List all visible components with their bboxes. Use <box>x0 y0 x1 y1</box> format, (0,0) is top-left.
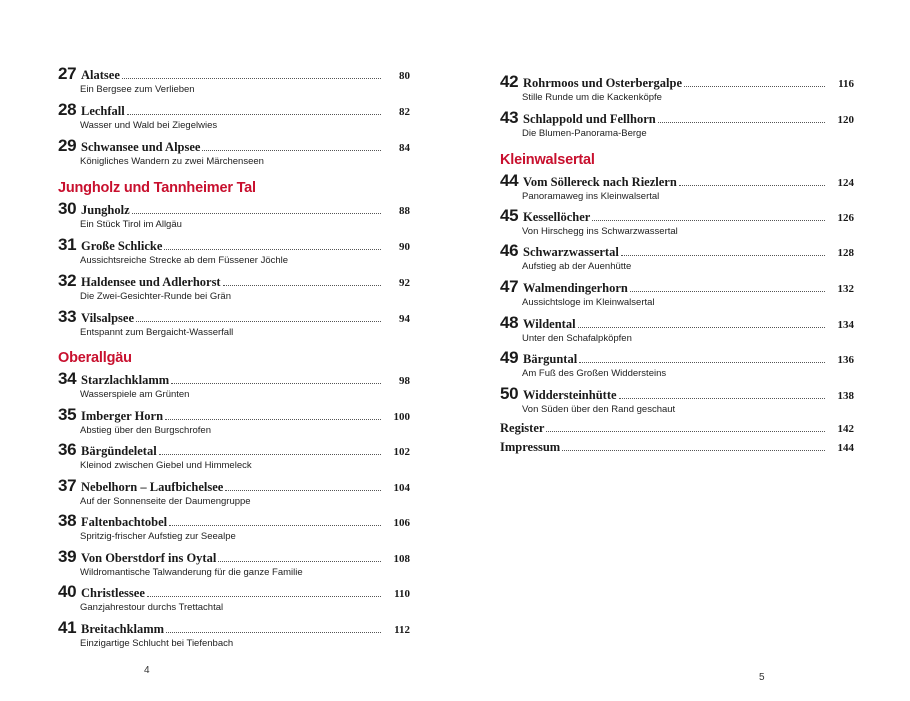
tour-number: 27 <box>58 64 77 83</box>
tour-number: 41 <box>58 618 77 637</box>
page-number: 132 <box>837 283 854 295</box>
tour-subtitle: Unter den Schafalpköpfen <box>522 333 632 344</box>
tour-subtitle: Auf der Sonnenseite der Daumengruppe <box>80 496 251 507</box>
toc-entry-38[interactable] <box>58 511 410 542</box>
tour-title: Faltenbachtobel <box>81 515 168 529</box>
tour-title: Schwansee und Alpsee <box>81 140 201 154</box>
page-number: 82 <box>399 106 410 118</box>
toc-entry-30[interactable] <box>58 199 410 230</box>
tour-title: Von Oberstdorf ins Oytal <box>81 551 217 565</box>
toc-entry-29[interactable] <box>58 136 410 167</box>
tour-number: 47 <box>500 277 519 296</box>
page-number: 120 <box>837 114 854 126</box>
tour-subtitle: Einzigartige Schlucht bei Tiefenbach <box>80 638 234 649</box>
page-number: 84 <box>399 142 410 154</box>
tour-number: 38 <box>58 511 77 530</box>
leader-dots <box>546 430 825 432</box>
tour-title: Schwarzwassertal <box>523 245 619 259</box>
tour-title: Nebelhorn – Laufbichelsee <box>81 480 224 494</box>
tour-title: Haldensee und Adlerhorst <box>81 275 221 289</box>
toc-entry-41[interactable] <box>58 618 410 649</box>
leader-dots <box>164 248 381 250</box>
section-heading-jungholz: Jungholz und Tannheimer Tal <box>58 180 256 196</box>
tour-subtitle: Wasserspiele am Grünten <box>80 389 190 400</box>
section-heading-kleinwalsertal: Kleinwalsertal <box>500 152 595 168</box>
leader-dots <box>578 326 825 328</box>
toc-entry-47[interactable] <box>500 277 854 308</box>
tour-number: 42 <box>500 72 519 91</box>
toc-entry-27[interactable] <box>58 64 410 95</box>
page-number: 90 <box>399 241 410 253</box>
tour-subtitle: Aussichtsloge im Kleinwalsertal <box>522 297 655 308</box>
tour-number: 44 <box>500 171 519 190</box>
tour-title: Wildental <box>523 317 576 331</box>
tour-title: Schlappold und Fellhorn <box>523 112 656 126</box>
tour-number: 50 <box>500 384 519 403</box>
tour-subtitle: Ganzjahrestour durchs Trettachtal <box>80 602 224 613</box>
tour-subtitle: Aussichtsreiche Strecke ab dem Füssener Jöchle <box>80 255 289 266</box>
tour-subtitle: Ein Stück Tirol im Allgäu <box>80 219 182 230</box>
leader-dots <box>218 560 381 562</box>
tour-subtitle: Von Hirschegg ins Schwarzwassertal <box>522 226 678 237</box>
tour-number: 37 <box>58 476 77 495</box>
toc-entry-40[interactable] <box>58 582 410 613</box>
tour-number: 30 <box>58 199 77 218</box>
tour-title: Bärguntal <box>523 352 578 366</box>
toc-entry-35[interactable] <box>58 405 410 436</box>
tour-title: Christlessee <box>81 586 145 600</box>
tour-subtitle: Wildromantische Talwanderung für die ganze Familie <box>80 567 303 578</box>
leader-dots <box>202 149 381 151</box>
toc-entry-28[interactable] <box>58 100 410 131</box>
page-number: 106 <box>393 517 410 529</box>
leader-dots <box>658 121 825 123</box>
leader-dots <box>122 77 381 79</box>
tour-number: 46 <box>500 241 519 260</box>
page-number: 124 <box>837 177 854 189</box>
tour-subtitle: Abstieg über den Burgschrofen <box>80 425 211 436</box>
leader-dots <box>592 219 825 221</box>
tour-title: Widdersteinhütte <box>523 388 617 402</box>
tour-title: Kessellöcher <box>523 210 591 224</box>
page-number: 142 <box>837 423 854 435</box>
tour-number: 49 <box>500 348 519 367</box>
tour-number: 31 <box>58 235 77 254</box>
leader-dots <box>225 489 381 491</box>
page-number: 108 <box>393 553 410 565</box>
tour-title: Imberger Horn <box>81 409 164 423</box>
page-number: 126 <box>837 212 854 224</box>
tour-subtitle: Wasser und Wald bei Ziegelwies <box>80 120 218 131</box>
leader-dots <box>132 212 381 214</box>
toc-entry-46[interactable] <box>500 241 854 272</box>
toc-entry-impressum[interactable] <box>500 440 854 460</box>
toc-entry-44[interactable] <box>500 171 854 202</box>
toc-entry-31[interactable] <box>58 235 410 266</box>
tour-title: Bärgündeletal <box>81 444 157 458</box>
tour-title: Rohrmoos und Osterbergalpe <box>523 76 683 90</box>
leader-dots <box>169 524 381 526</box>
page-number: 80 <box>399 70 410 82</box>
tour-subtitle: Die Zwei-Gesichter-Runde bei Grän <box>80 291 232 302</box>
tour-subtitle: Ein Bergsee zum Verlieben <box>80 84 195 95</box>
tour-title: Große Schlicke <box>81 239 163 253</box>
toc-entry-37[interactable] <box>58 476 410 507</box>
tour-subtitle: Königliches Wandern zu zwei Märchenseen <box>80 156 264 167</box>
page-number: 92 <box>399 277 410 289</box>
page-number: 112 <box>394 624 410 636</box>
section-heading-oberallgaeu: Oberallgäu <box>58 350 132 366</box>
leader-dots <box>621 254 825 256</box>
toc-entry-36[interactable] <box>58 440 410 471</box>
tour-number: 33 <box>58 307 77 326</box>
leader-dots <box>579 361 825 363</box>
tour-number: 39 <box>58 547 77 566</box>
tour-subtitle: Die Blumen-Panorama-Berge <box>522 128 647 139</box>
toc-entry-register[interactable] <box>500 421 854 441</box>
tour-number: 45 <box>500 206 519 225</box>
toc-entry-43[interactable] <box>500 108 854 139</box>
tour-number: 43 <box>500 108 519 127</box>
toc-entry-34[interactable] <box>58 369 410 400</box>
tour-subtitle: Panoramaweg ins Kleinwalsertal <box>522 191 660 202</box>
tour-title: Jungholz <box>81 203 130 217</box>
appendix-title: Register <box>500 421 545 435</box>
leader-dots <box>684 85 825 87</box>
page-number: 116 <box>838 78 854 90</box>
toc-entry-48[interactable] <box>500 313 854 344</box>
tour-title: Vilsalpsee <box>81 311 135 325</box>
appendix-title: Impressum <box>500 440 561 454</box>
toc-entry-45[interactable] <box>500 206 854 237</box>
leader-dots <box>171 382 381 384</box>
toc-entry-39[interactable] <box>58 547 410 578</box>
tour-number: 40 <box>58 582 77 601</box>
leader-dots <box>619 397 825 399</box>
tour-number: 36 <box>58 440 77 459</box>
page-number: 98 <box>399 375 410 387</box>
toc-entry-33[interactable] <box>58 307 410 338</box>
tour-number: 28 <box>58 100 77 119</box>
page-number: 94 <box>399 313 410 325</box>
tour-number: 34 <box>58 369 77 388</box>
page-number: 138 <box>837 390 854 402</box>
tour-subtitle: Spritzig-frischer Aufstieg zur Seealpe <box>80 531 236 542</box>
page-number: 102 <box>393 446 410 458</box>
toc-entry-32[interactable] <box>58 271 410 302</box>
tour-subtitle: Kleinod zwischen Giebel und Himmeleck <box>80 460 252 471</box>
tour-number: 48 <box>500 313 519 332</box>
leader-dots <box>679 184 825 186</box>
leader-dots <box>630 290 825 292</box>
tour-subtitle: Entspannt zum Bergaicht-Wasserfall <box>80 327 234 338</box>
tour-title: Walmendingerhorn <box>523 281 628 295</box>
page-folio-right: 5 <box>759 672 765 683</box>
page-folio-left: 4 <box>144 665 150 676</box>
tour-title: Lechfall <box>81 104 125 118</box>
leader-dots <box>165 418 381 420</box>
tour-subtitle: Stille Runde um die Kackenköpfe <box>522 92 662 103</box>
tour-number: 35 <box>58 405 77 424</box>
tour-title: Vom Söllereck nach Riezlern <box>523 175 677 189</box>
tour-subtitle: Am Fuß des Großen Widdersteins <box>522 368 667 379</box>
page-number: 110 <box>394 588 410 600</box>
page-number: 128 <box>837 247 854 259</box>
page-number: 136 <box>837 354 854 366</box>
leader-dots <box>159 453 381 455</box>
leader-dots <box>166 631 381 633</box>
tour-number: 29 <box>58 136 77 155</box>
leader-dots <box>147 595 381 597</box>
page-number: 88 <box>399 205 410 217</box>
leader-dots <box>562 449 825 451</box>
leader-dots <box>136 320 381 322</box>
page-number: 100 <box>393 411 410 423</box>
toc-entry-49[interactable] <box>500 348 854 379</box>
tour-subtitle: Aufstieg ab der Auenhütte <box>522 261 632 272</box>
tour-title: Breitachklamm <box>81 622 165 636</box>
toc-entry-50[interactable] <box>500 384 854 415</box>
tour-subtitle: Von Süden über den Rand geschaut <box>522 404 676 415</box>
tour-title: Starzlachklamm <box>81 373 170 387</box>
tour-title: Alatsee <box>81 68 120 82</box>
tour-number: 32 <box>58 271 77 290</box>
page-number: 104 <box>393 482 410 494</box>
page-number: 144 <box>837 442 854 454</box>
toc-entry-42[interactable] <box>500 72 854 103</box>
leader-dots <box>223 284 381 286</box>
leader-dots <box>127 113 381 115</box>
page-number: 134 <box>837 319 854 331</box>
